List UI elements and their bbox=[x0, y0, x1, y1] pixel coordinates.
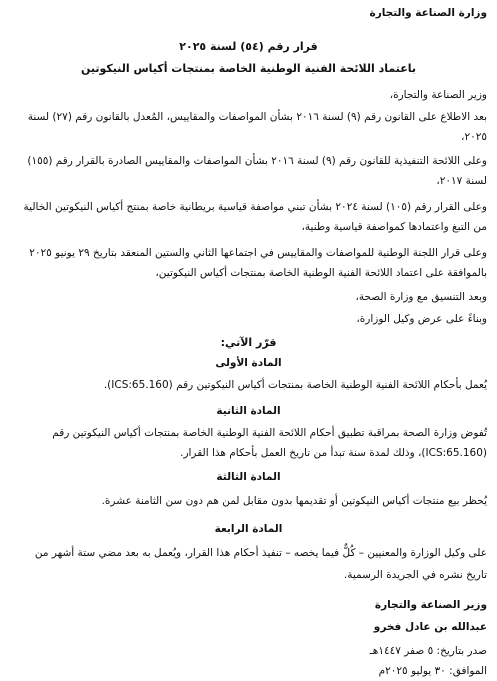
signatory-name: عبدالله بن عادل فخرو bbox=[373, 621, 487, 633]
decision-heading: قرّر الآتي: bbox=[220, 336, 277, 349]
article-4-text-line1: على وكيل الوزارة والمعنيين – كُلٌّ فيما يخصه – تنفيذ أحكام هذا القرار، ويُعمل به بعد مضي ستة أشهر من bbox=[34, 547, 487, 559]
preamble-law-line2: ٢٠٢٥، bbox=[461, 131, 487, 143]
preamble-minister: وزير الصناعة والتجارة، bbox=[389, 89, 487, 101]
preamble-law-line1: بعد الاطلاع على القانون رقم (٩) لسنة ٢٠١٦ بشأن المواصفات والمقاييس، المُعدل بالقانون رقم (٢٧) لسنة bbox=[27, 111, 487, 123]
preamble-proposal: وبناءً على عرض وكيل الوزارة، bbox=[356, 313, 487, 325]
decree-subject-title: باعتماد اللائحة الفنية الوطنية الخاصة بمنتجات أكياس النيكوتين bbox=[80, 62, 416, 75]
article-1-text: يُعمل بأحكام اللائحة الفنية الوطنية الخاصة بمنتجات أكياس النيكوتين رقم (ICS:65.160). bbox=[103, 379, 487, 391]
issue-date: صدر بتاريخ: ٥ صفر ١٤٤٧هـ bbox=[369, 645, 487, 657]
article-4-text-line2: تاريخ نشره في الجريدة الرسمية. bbox=[343, 569, 487, 581]
preamble-regulation-line2: لسنة ٢٠١٧، bbox=[436, 175, 487, 187]
ministry-header: وزارة الصناعة والتجارة bbox=[369, 7, 487, 19]
preamble-resolution-line1: وعلى القرار رقم (١٠٥) لسنة ٢٠٢٤ بشأن تبني مواصفة قياسية بريطانية خاصة بمنتج أكياس النيكوتين الخالية bbox=[23, 201, 487, 213]
article-1-title: المادة الأولى bbox=[215, 357, 282, 369]
signatory-title: وزير الصناعة والتجارة bbox=[374, 599, 487, 611]
preamble-resolution-line2: من التبغ واعتمادها كمواصفة قياسية وطنية، bbox=[301, 221, 487, 233]
article-4-title: المادة الرابعة bbox=[214, 523, 283, 535]
preamble-regulation-line1: وعلى اللائحة التنفيذية للقانون رقم (٩) لسنة ٢٠١٦ بشأن المواصفات والمقاييس الصادرة بالقرار رقم (١٥٥) bbox=[27, 155, 487, 167]
article-3-title: المادة الثالثة bbox=[216, 471, 281, 483]
article-2-title: المادة الثانية bbox=[216, 405, 281, 417]
article-2-text-line1: تُفوض وزارة الصحة بمراقبة تطبيق أحكام اللائحة الفنية الوطنية الخاصة بمنتجات أكياس النيكوتين رقم bbox=[52, 427, 487, 439]
article-3-text: يُحظر بيع منتجات أكياس النيكوتين أو تقديمها بدون مقابل لمن هم دون سن الثامنة عشرة. bbox=[101, 495, 487, 507]
decree-number-title: قرار رقم (٥٤) لسنة ٢٠٢٥ bbox=[179, 40, 318, 53]
preamble-committee-line1: وعلى قرار اللجنة الوطنية للمواصفات والمقاييس في اجتماعها الثاني والستين المنعقد بتاريخ ٢٩ يونيو ٢٠٢٥ bbox=[29, 247, 487, 259]
preamble-committee-line2: بالموافقة على اعتماد اللائحة الفنية الوطنية الخاصة بمنتجات أكياس النيكوتين، bbox=[155, 267, 487, 279]
gregorian-date: الموافق: ٣٠ يوليو ٢٠٢٥م bbox=[378, 665, 487, 677]
preamble-coordination: وبعد التنسيق مع وزارة الصحة، bbox=[355, 291, 487, 303]
article-2-text-line2: (ICS:65.160)، وذلك لمدة سنة تبدأ من تاريخ العمل بأحكام هذا القرار. bbox=[180, 447, 487, 459]
